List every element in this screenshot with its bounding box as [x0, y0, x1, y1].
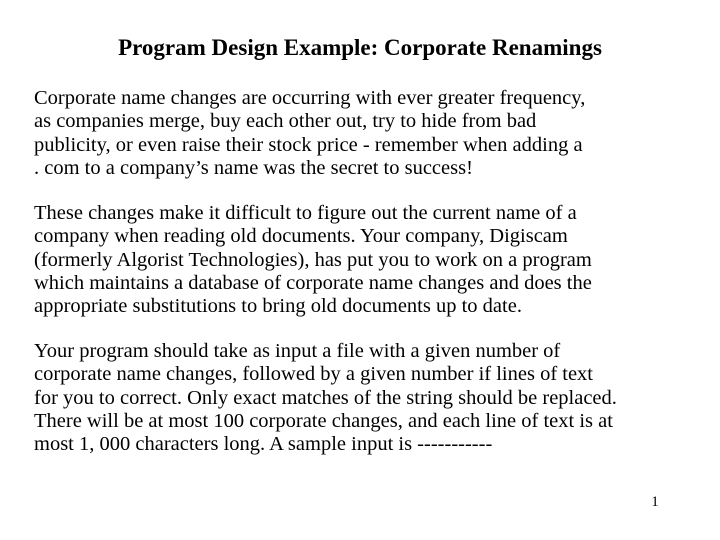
paragraph-line: most 1, 000 characters long. A sample input is ----------- — [34, 433, 493, 456]
paragraph-line: company when reading old documents. Your company, Digiscam — [34, 225, 568, 248]
paragraph-line: which maintains a database of corporate name changes and does the — [34, 271, 592, 294]
paragraph-line: corporate name changes, followed by a given number if lines of text — [34, 363, 594, 386]
paragraph-line: Corporate name changes are occurring with ever greater frequency, — [34, 87, 586, 109]
slide-title: Program Design Example: Corporate Renamings — [118, 35, 602, 60]
paragraph-problem — [34, 202, 720, 318]
paragraph-line: (formerly Algorist Technologies), has put you to work on a program — [34, 248, 592, 271]
paragraph-line: for you to correct. Only exact matches of the string should be replaced. — [34, 386, 617, 409]
paragraph-line: publicity, or even raise their stock price - remember when adding a — [34, 133, 583, 156]
paragraph-intro — [34, 87, 720, 180]
paragraph-line: . com to a company’s name was the secret to success! — [34, 156, 473, 179]
paragraph-line: Your program should take as input a file with a given number of — [34, 340, 561, 362]
paragraph-line: appropriate substitutions to bring old documents up to date. — [34, 295, 522, 318]
page-number: 1 — [651, 494, 659, 510]
paragraph-line: There will be at most 100 corporate changes, and each line of text is at — [34, 409, 613, 432]
paragraph-requirements — [34, 340, 720, 456]
paragraph-line: These changes make it difficult to figure out the current name of a — [34, 202, 577, 224]
paragraph-line: as companies merge, buy each other out, try to hide from bad — [34, 110, 537, 133]
